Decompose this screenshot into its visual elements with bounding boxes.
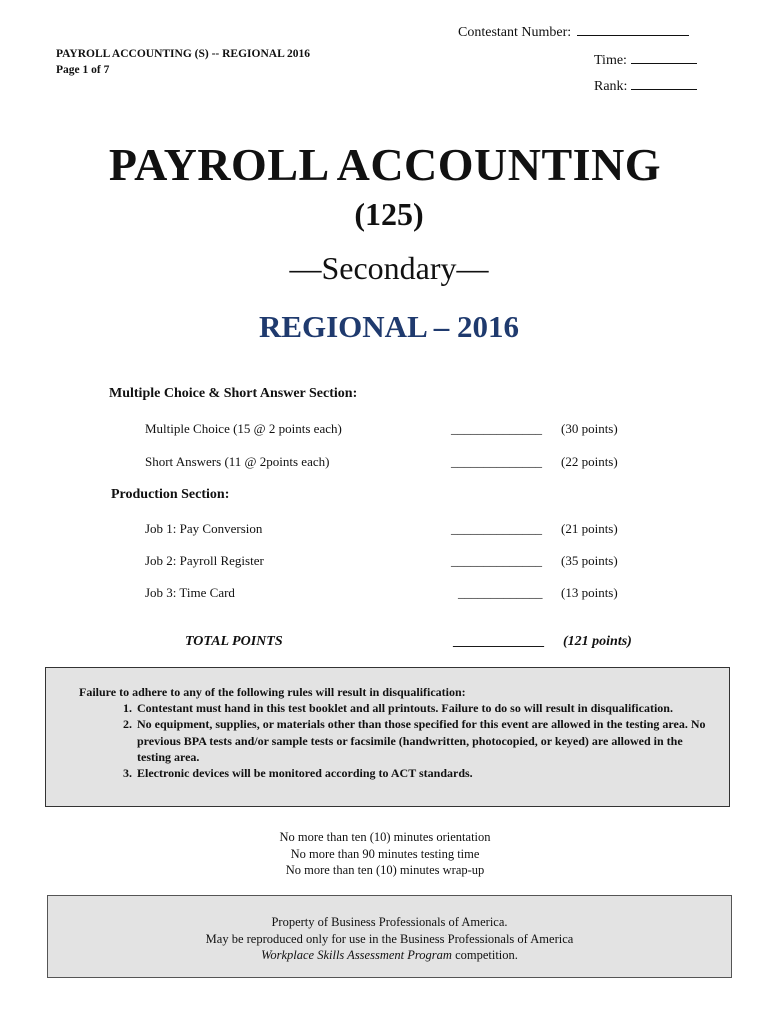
contestant-number-blank[interactable] [577, 22, 689, 36]
rule-item: 3. Electronic devices will be monitored according to ACT standards. [135, 765, 719, 781]
time-notes [0, 829, 770, 879]
time-field[interactable] [594, 50, 697, 69]
rules-list [79, 700, 719, 781]
score-row-points: (22 points) [561, 454, 618, 469]
score-row-label: Multiple Choice (15 @ 2 points each) [145, 421, 342, 436]
score-row-blank[interactable]: ______________ [451, 521, 542, 536]
score-row-blank[interactable]: ______________ [451, 454, 542, 469]
score-row-points: (35 points) [561, 553, 618, 568]
document-header [56, 46, 310, 78]
page-title: PAYROLL ACCOUNTING [108, 139, 662, 190]
event-code: (125) [354, 196, 424, 232]
level-heading: —Secondary— [289, 250, 489, 286]
rank-blank[interactable] [631, 76, 697, 90]
score-row-blank[interactable]: _____________ [458, 585, 543, 600]
time-blank[interactable] [631, 50, 697, 64]
mc-section-heading: Multiple Choice & Short Answer Section: [109, 386, 358, 401]
regional-heading: REGIONAL – 2016 [258, 309, 520, 344]
score-row-label: Job 1: Pay Conversion [145, 521, 263, 536]
score-row-points: (21 points) [561, 521, 618, 536]
property-notice-box [47, 895, 732, 978]
score-row-blank[interactable]: ______________ [451, 553, 542, 568]
rank-label: Rank: [594, 79, 628, 94]
total-points-value: (121 points) [563, 634, 632, 649]
page-indicator: Page 1 of 7 [56, 64, 110, 76]
rule-item: 2. No equipment, supplies, or materials other than those specified for this event are allowed in the testing area. No previous BPA tests and/or sample tests or facsimile (handwritten, photocopied, or keyed) are allowed in the testing area. [135, 716, 719, 765]
property-line [48, 947, 731, 964]
score-row-label: Job 2: Payroll Register [145, 553, 264, 568]
property-line: May be reproduced only for use in the Business Professionals of America [205, 931, 574, 946]
total-points-blank[interactable]: _____________ [453, 634, 544, 649]
contestant-number-field[interactable] [458, 22, 689, 41]
contestant-number-label: Contestant Number: [458, 25, 572, 40]
score-row-points: (13 points) [561, 585, 618, 600]
production-section-heading: Production Section: [111, 487, 230, 502]
score-row-points: (30 points) [561, 421, 618, 436]
event-line: PAYROLL ACCOUNTING (S) -- REGIONAL 2016 [56, 48, 310, 60]
total-points-label: TOTAL POINTS [185, 634, 283, 649]
property-line-rest: competition. [451, 948, 518, 962]
program-name: Workplace Skills Assessment Program [261, 948, 452, 962]
time-note: No more than 90 minutes testing time [290, 846, 480, 861]
score-row-label: Short Answers (11 @ 2points each) [145, 454, 330, 469]
property-line: Property of Business Professionals of America. [271, 915, 508, 929]
score-row-blank[interactable]: ______________ [451, 421, 542, 436]
rank-field[interactable] [594, 76, 697, 95]
rule-item: 1. Contestant must hand in this test booklet and all printouts. Failure to do so will result in disqualification. [135, 700, 719, 716]
score-row-label: Job 3: Time Card [145, 585, 235, 600]
rules-intro: Failure to adhere to any of the following rules will result in disqualification: [79, 685, 466, 699]
time-note: No more than ten (10) minutes wrap-up [285, 863, 485, 877]
time-note: No more than ten (10) minutes orientation [279, 830, 491, 844]
time-label: Time: [594, 53, 627, 68]
disqualification-rules-box [45, 667, 730, 807]
